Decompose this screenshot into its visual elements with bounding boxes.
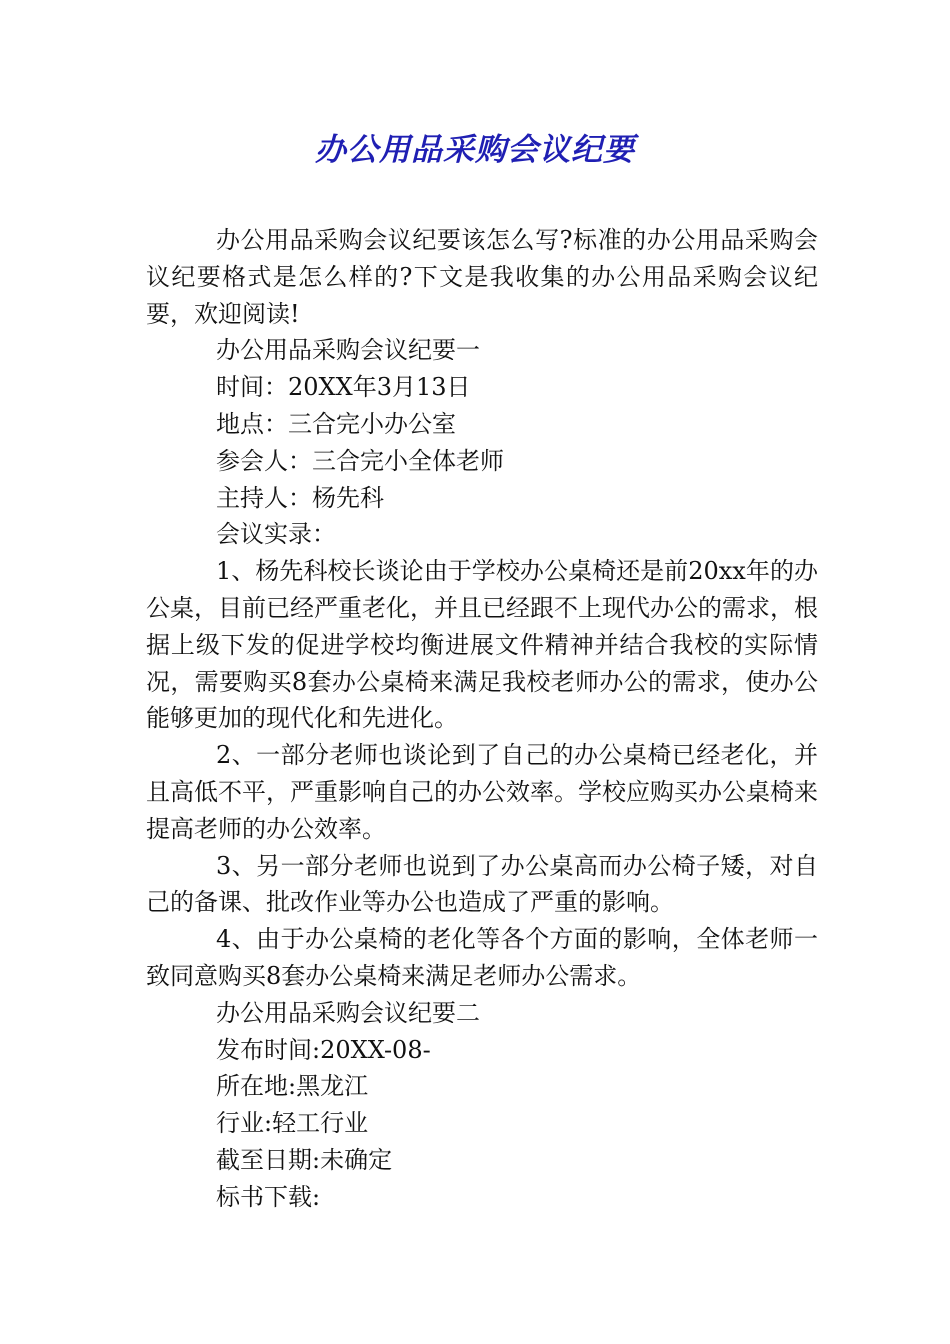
publish-time: 发布时间:20XX-08- (216, 1035, 431, 1064)
document-title: 办公用品采购会议纪要 (315, 132, 635, 168)
industry-field: 行业:轻工行业 (216, 1109, 369, 1138)
document-body (146, 222, 818, 1216)
tender-download-field: 标书下载: (216, 1182, 321, 1211)
deadline-field: 截至日期:未确定 (216, 1145, 393, 1174)
meeting-record-label: 会议实录： (216, 520, 336, 549)
record-item-2: 2、一部分老师也谈论到了自己的办公桌椅已经老化，并且高低不平，严重影响自己的办公效率。学校应购买办公桌椅来提高老师的办公效率。 (146, 741, 818, 843)
section-heading-two: 办公用品采购会议纪要二 (216, 998, 480, 1027)
record-item-1: 1、杨先科校长谈论由于学校办公桌椅还是前20xx年的办公桌，目前已经严重老化，并且已经跟不上现代办公的需求，根据上级下发的促进学校均衡进展文件精神并结合我校的实际情况，需要购买8套办公桌椅来满足我校老师办公的需求，使办公能够更加的现代化和先进化。 (146, 557, 818, 733)
record-item-3: 3、另一部分老师也说到了办公桌高而办公椅子矮，对自己的备课、批改作业等办公也造成了严重的影响。 (146, 851, 818, 917)
location-field: 所在地:黑龙江 (216, 1072, 369, 1101)
meeting-location: 地点：三合完小办公室 (216, 409, 456, 438)
meeting-attendees: 参会人：三合完小全体老师 (216, 446, 504, 475)
section-heading-one: 办公用品采购会议纪要一 (216, 336, 480, 365)
meeting-time: 时间：20XX年3月13日 (216, 373, 471, 402)
intro-paragraph: 办公用品采购会议纪要该怎么写?标准的办公用品采购会议纪要格式是怎么样的?下文是我收集的办公用品采购会议纪要，欢迎阅读! (146, 226, 818, 328)
record-item-4: 4、由于办公桌椅的老化等各个方面的影响，全体老师一致同意购买8套办公桌椅来满足老师办公需求。 (146, 925, 818, 990)
meeting-host: 主持人：杨先科 (216, 483, 384, 512)
